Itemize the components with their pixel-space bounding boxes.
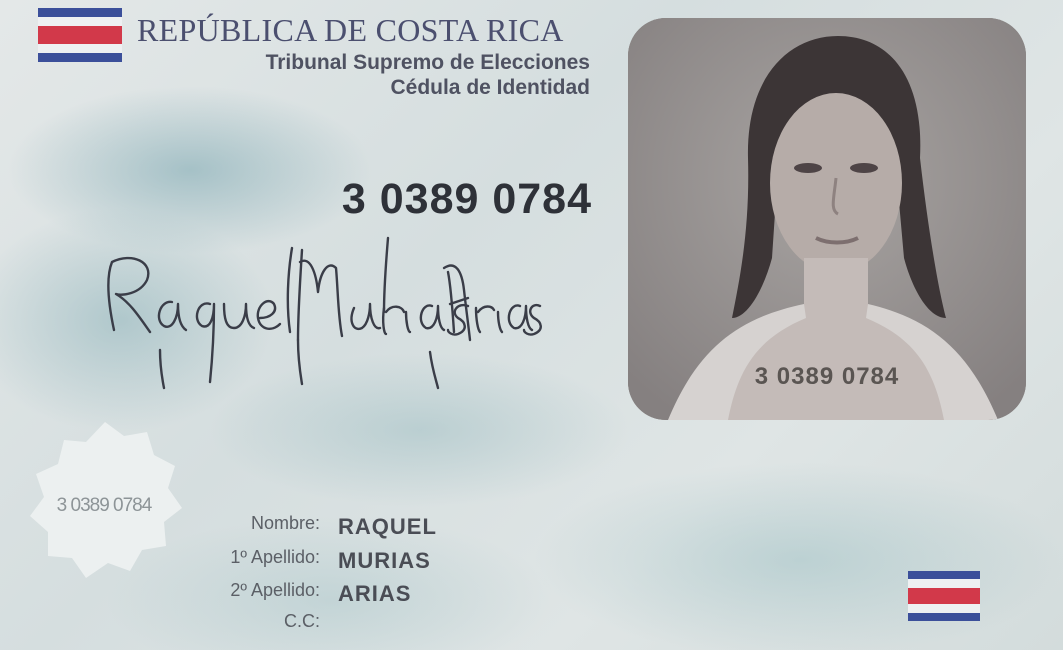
- seal-number: 3 0389 0784: [56, 495, 152, 516]
- institution-name: Tribunal Supremo de Elecciones: [265, 51, 590, 74]
- nombre-label: Nombre:: [250, 513, 320, 533]
- apellido1-value: MURIAS: [338, 548, 431, 573]
- portrait-photo: [628, 18, 1026, 420]
- id-number: 3 0389 0784: [341, 175, 592, 223]
- nombre-value: RAQUEL: [338, 514, 437, 539]
- photo-overlay-number: 3 0389 0784: [754, 363, 900, 390]
- country-title: REPÚBLICA DE COSTA RICA: [137, 12, 564, 48]
- apellido2-value: ARIAS: [338, 581, 412, 606]
- apellido2-label: 2º Apellido:: [230, 580, 320, 600]
- costa-rica-flag-icon: [38, 8, 122, 66]
- apellido1-label: 1º Apellido:: [230, 547, 320, 567]
- cc-label: C.C:: [284, 611, 320, 631]
- document-type: Cédula de Identidad: [390, 76, 590, 99]
- portrait-silhouette: [628, 18, 1026, 420]
- signature: [92, 232, 542, 392]
- costa-rica-flag-small-icon: [908, 571, 980, 623]
